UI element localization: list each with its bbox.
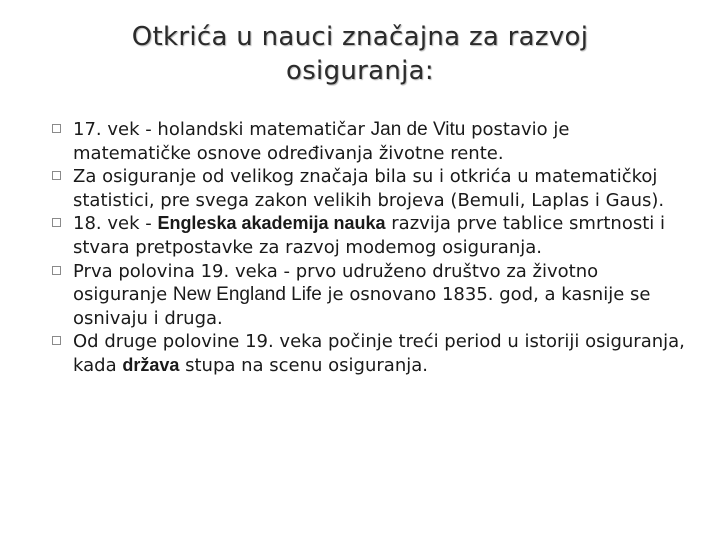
bullet-3-text-end: razvija prve tablice smrtnosti i stvara pretpostavke za razvoj modemog osiguranja. (73, 213, 666, 258)
bullet-5-text: Od druge polovine 19. veka počinje treći period u istoriji osiguranja, kada (73, 331, 685, 376)
bullet-2-text: Za osiguranje od velikog značaja bila su i otkrića u matematičkoj statistici, pre svega zakon velikih brojeva (Bemuli, Laplas i Gaus). (73, 166, 665, 211)
bullet-1-text: 17. vek - holandski matematičar (73, 119, 371, 140)
bullet-4-text-end: je osnovano 1835. god, a kasnije se osnivaju i druga. (73, 284, 651, 329)
bullet-item-4 (52, 260, 692, 331)
hollow-square-bullet-icon (52, 218, 61, 227)
bullet-3-highlight: Engleska akademija nauka (157, 213, 386, 234)
bullet-4-highlight: New England Life (172, 284, 322, 306)
bullet-item-5 (52, 330, 692, 377)
slide-title (60, 20, 660, 88)
hollow-square-bullet-icon (52, 266, 61, 275)
bullet-5-highlight: država (122, 354, 180, 375)
bullet-1-highlight: Jan de Vitu (370, 119, 466, 140)
bullet-1-text-end: postavio je matematičke osnove određivanja životne rente. (73, 119, 570, 164)
bullet-item-3 (52, 212, 692, 259)
hollow-square-bullet-icon (52, 124, 61, 133)
hollow-square-bullet-icon (52, 336, 61, 345)
bullet-item-2 (52, 165, 692, 212)
bullet-item-1 (52, 118, 692, 165)
title-line-1: Otkrića u nauci značajna za razvoj (131, 22, 589, 52)
bullet-list (52, 118, 692, 378)
bullet-5-text-end: stupa na scenu osiguranja. (179, 354, 428, 376)
bullet-4-text: Prva polovina 19. veka - prvo udruženo društvo za životno osiguranje (73, 260, 599, 306)
title-line-2: osiguranja: (286, 56, 434, 86)
hollow-square-bullet-icon (52, 171, 61, 180)
bullet-3-text: 18. vek - (73, 213, 158, 235)
